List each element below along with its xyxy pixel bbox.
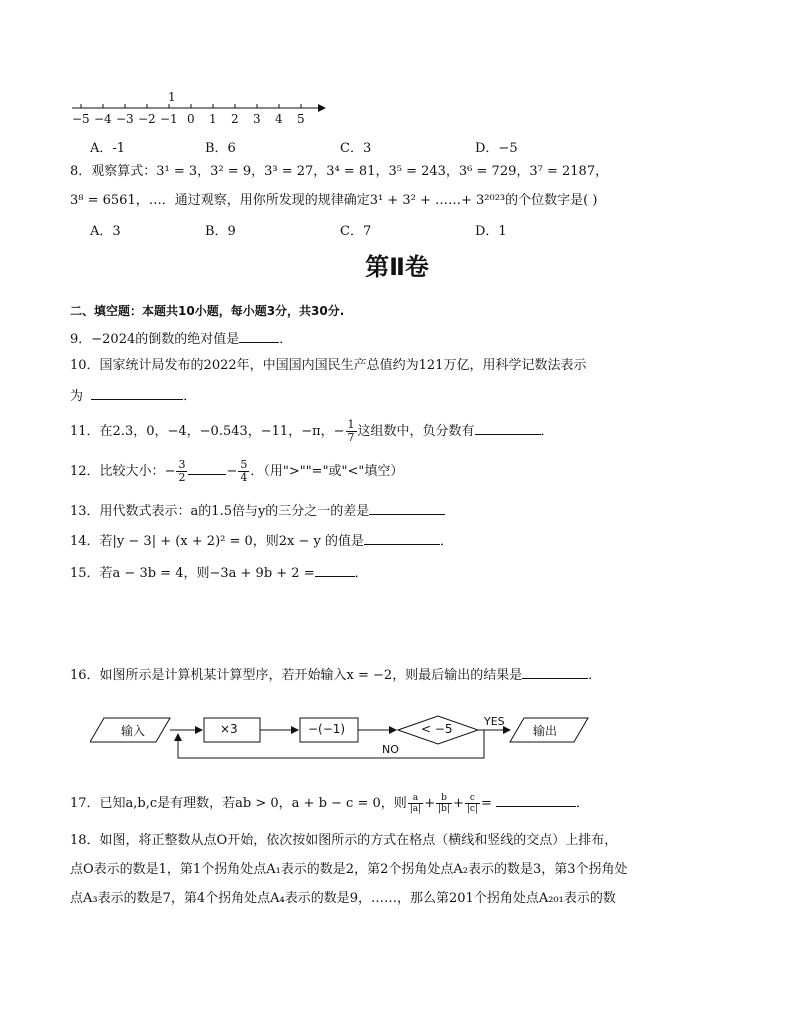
q7-option-d[interactable]: D．−5 xyxy=(475,141,518,156)
flowchart-minus-label: −(−1) xyxy=(308,722,346,736)
q8-line1: 8．观察算式：3¹ = 3，3² = 9，3³ = 27，3⁴ = 81，3⁵ = 243，3⁶ = 729，3⁷ = 2187， xyxy=(70,164,609,179)
q11-fraction: $\frac{1}{7}$ xyxy=(347,418,355,444)
q8-line2: 3⁸ = 6561，…．通过观察，用你所发现的规律确定3¹ + 3² + ……+ 3²⁰²³的个位数字是( ) xyxy=(70,193,598,208)
number-line-marker: 1 xyxy=(168,90,176,104)
q8-option-a[interactable]: A．3 xyxy=(90,224,121,239)
q17-fraction-b: $\frac{b}{|b|}$ xyxy=(438,793,450,814)
q13-text: 13．用代数式表示：a的1.5倍与y的三分之一的差是 xyxy=(70,504,370,519)
q11-end: ． xyxy=(540,424,554,439)
q17-answer-blank[interactable] xyxy=(496,792,576,807)
q15-end: ． xyxy=(354,566,368,581)
q14-text: 14．若|y − 3| + (x + 2)² = 0，则2x − y 的值是 xyxy=(70,534,365,549)
q10-line2 xyxy=(70,385,196,406)
q15-answer-blank[interactable] xyxy=(315,562,355,577)
tick-label: −2 xyxy=(138,112,156,126)
q11-answer-blank[interactable] xyxy=(475,420,541,435)
flowchart-input-label: 输入 xyxy=(121,724,146,738)
q10-text: 为 xyxy=(70,389,84,404)
tick-label: 4 xyxy=(275,112,283,126)
q11-text: 11．在2.3，0，−4，−0.543，−11，−π，− xyxy=(70,424,345,439)
q15-text: 15．若a − 3b = 4，则−3a + 9b + 2 = xyxy=(70,566,315,581)
q17: 17．已知a,b,c是有理数，若ab > 0，a + b − c = 0，则 $\frac{a}{|a|}$ + $\frac{b}{|b|}$ + $\frac{c}{|c|}$ = ． xyxy=(70,793,590,814)
q12-pre: 12．比较大小：− xyxy=(70,464,176,479)
q16-end: ． xyxy=(588,668,602,683)
q7-option-c[interactable]: C．3 xyxy=(340,141,372,156)
q17-fraction-c: $\frac{c}{|c|}$ xyxy=(466,793,478,814)
tick-label: −5 xyxy=(72,112,90,126)
part-title: 第Ⅱ卷 xyxy=(365,253,429,281)
flowchart-no-label: NO xyxy=(382,743,399,756)
q15 xyxy=(70,562,368,583)
tick-label: 3 xyxy=(253,112,261,126)
tick-label: −1 xyxy=(160,112,178,126)
q11 xyxy=(70,418,554,446)
q9-end: ． xyxy=(279,332,293,347)
q11-text2: 这组数中，负分数有 xyxy=(357,424,475,439)
q12-fraction-1: $\frac{3}{2}$ xyxy=(178,458,186,484)
q12-post: ．（用">""="或"<"填空） xyxy=(250,464,404,479)
q10-end: ． xyxy=(183,389,197,404)
q13-answer-blank[interactable] xyxy=(369,500,445,515)
tick-label: 5 xyxy=(297,112,305,126)
q7-option-b[interactable]: B．6 xyxy=(205,141,236,156)
q17-fraction-a: $\frac{a}{|a|}$ xyxy=(409,793,422,814)
q12-answer-blank[interactable] xyxy=(188,460,226,475)
flowchart-times3-label: ×3 xyxy=(220,722,238,736)
q16 xyxy=(70,664,601,685)
q14-answer-blank[interactable] xyxy=(364,530,440,545)
flowchart-output-label: 输出 xyxy=(533,724,558,738)
q7-option-a[interactable]: A．-1 xyxy=(90,141,126,156)
q14-end: ． xyxy=(440,534,454,549)
q12-fraction-2: $\frac{5}{4}$ xyxy=(240,458,248,484)
q8-option-b[interactable]: B．9 xyxy=(205,224,236,239)
q9-text: 9．−2024的倒数的绝对值是 xyxy=(70,332,240,347)
q8-option-d[interactable]: D．1 xyxy=(475,224,507,239)
q17-end: ． xyxy=(576,796,590,811)
q12 xyxy=(70,458,403,486)
tick-label: 1 xyxy=(209,112,217,126)
q16-answer-blank[interactable] xyxy=(522,664,588,679)
q10-answer-blank[interactable] xyxy=(91,385,183,400)
q18-line3: 点A₃表示的数是7，第4个拐角处点A₄表示的数是9，……，那么第201个拐角处点A₂₀₁表示的数 xyxy=(70,891,616,906)
q8-option-c[interactable]: C．7 xyxy=(340,224,372,239)
tick-label: 0 xyxy=(187,112,195,126)
q9 xyxy=(70,328,292,349)
q14 xyxy=(70,530,453,551)
flowchart xyxy=(90,708,600,766)
q17-post: = xyxy=(480,796,492,811)
q17-pre: 17．已知a,b,c是有理数，若ab > 0，a + b − c = 0，则 xyxy=(70,796,407,811)
flowchart-yes-label: YES xyxy=(484,715,505,728)
tick-label: 2 xyxy=(231,112,239,126)
q16-text: 16．如图所示是计算机某计算型序，若开始输入x = −2，则最后输出的结果是 xyxy=(70,668,523,683)
flowchart-condition-label: < −5 xyxy=(421,722,453,736)
q12-mid: − xyxy=(226,464,238,479)
q18-line1: 18．如图，将正整数从点O开始，依次按如图所示的方式在格点（横线和竖线的交点）上排布， xyxy=(70,833,618,848)
q13 xyxy=(70,500,445,521)
tick-label: −4 xyxy=(94,112,112,126)
q9-answer-blank[interactable] xyxy=(239,328,279,343)
tick-label: −3 xyxy=(116,112,134,126)
section-header: 二、填空题：本题共10小题，每小题3分，共30分. xyxy=(70,304,345,318)
q10-line1: 10．国家统计局发布的2022年，中国国内国民生产总值约为121万亿，用科学记数法表示 xyxy=(70,358,587,373)
q18-line2: 点O表示的数是1，第1个拐角处点A₁表示的数是2，第2个拐角处点A₂表示的数是3，第3个拐角处 xyxy=(70,862,628,877)
